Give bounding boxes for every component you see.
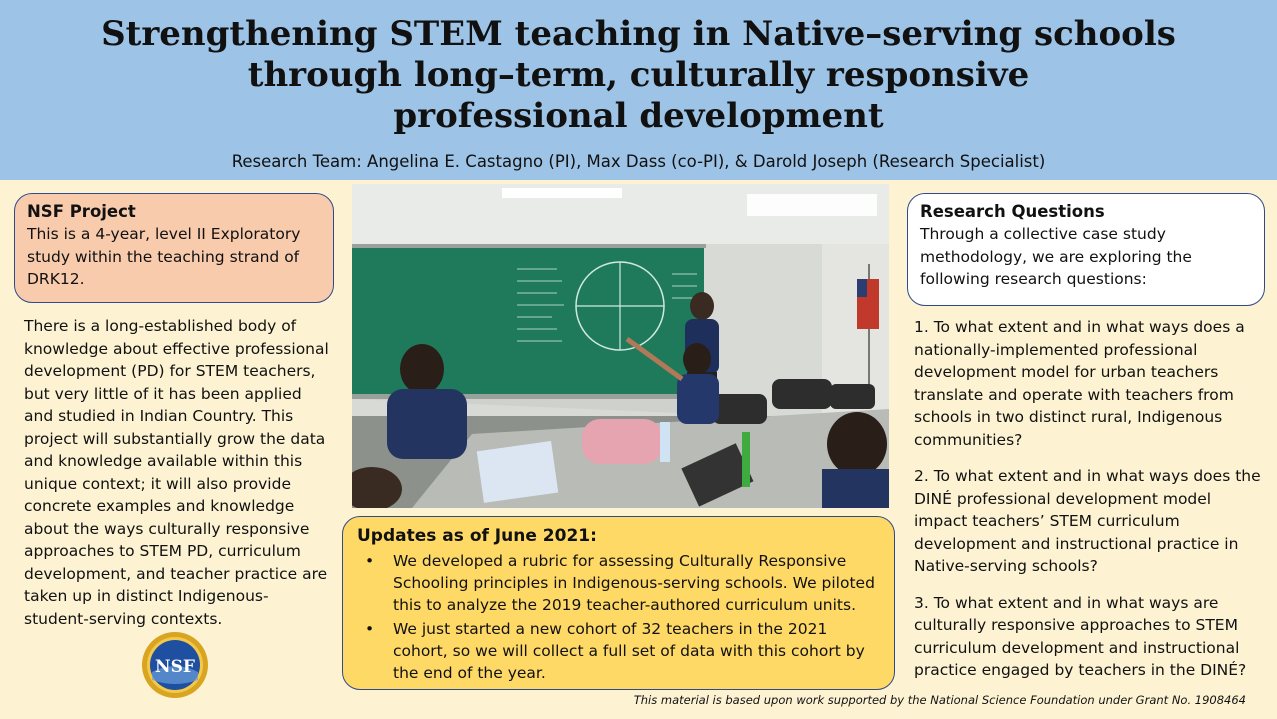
updates-heading: Updates as of June 2021: [357, 526, 597, 546]
research-questions-heading: Research Questions [920, 202, 1105, 221]
nsf-logo-text: NSF [155, 657, 195, 677]
header-banner [0, 0, 1277, 180]
nsf-project-box [14, 193, 334, 303]
research-team: Research Team: Angelina E. Castagno (PI), Max Dass (co-PI), & Darold Joseph (Research Specialist) [231, 152, 1046, 171]
list-item: • We just started a new cohort of 32 teachers in the 2021 cohort, so we will collect a full set of data with this cohort by the end of the year. [357, 618, 880, 684]
funding-note: This material is based upon work supported by the National Science Foundation under Grant No. 1908464 [633, 693, 1246, 707]
poster-title: Strengthening STEM teaching in Native–serving schools through long–term, culturally responsive professional development [101, 14, 1176, 136]
research-questions-list [914, 316, 1264, 696]
updates-box [342, 516, 895, 690]
nsf-project-heading: NSF Project [27, 202, 136, 221]
background-text: There is a long-established body of knowledge about effective professional development (PD) for STEM teachers, but very little of it has been applied and studied in Indian Country. This project will substantially grow the data and knowledge available within this unique context; it will also provide concrete examples and knowledge about the ways culturally responsive approaches to STEM PD, curriculum development, and teacher practice are taken up in distinct Indigenous-student-serving contexts. [24, 317, 329, 628]
list-item: 1. To what extent and in what ways does a nationally-implemented professional development model for urban teachers translate and operate with teachers from schools in two distinct rural, Indigenous communities? [914, 318, 1245, 449]
list-item: 3. To what extent and in what ways are culturally responsive approaches to STEM curriculum development and instructional practice engaged by teachers in the DINÉ? [914, 593, 1247, 679]
list-item: • We developed a rubric for assessing Culturally Responsive Schooling principles in Indigenous-serving schools. We piloted this to analyze the 2019 teacher-authored curriculum units. [357, 550, 880, 616]
research-questions-intro: Through a collective case study methodology, we are exploring the following research questions: [920, 225, 1192, 288]
research-questions-box [907, 193, 1265, 306]
updates-list [357, 550, 880, 684]
classroom-photo [352, 184, 889, 508]
nsf-logo [140, 630, 210, 700]
nsf-project-text: This is a 4-year, level II Exploratory study within the teaching strand of DRK12. [27, 225, 301, 288]
list-item: 2. To what extent and in what ways does the DINÉ professional development model impact teachers’ STEM curriculum development and instructional practice in Native-serving schools? [914, 467, 1261, 575]
person-right [822, 412, 889, 508]
